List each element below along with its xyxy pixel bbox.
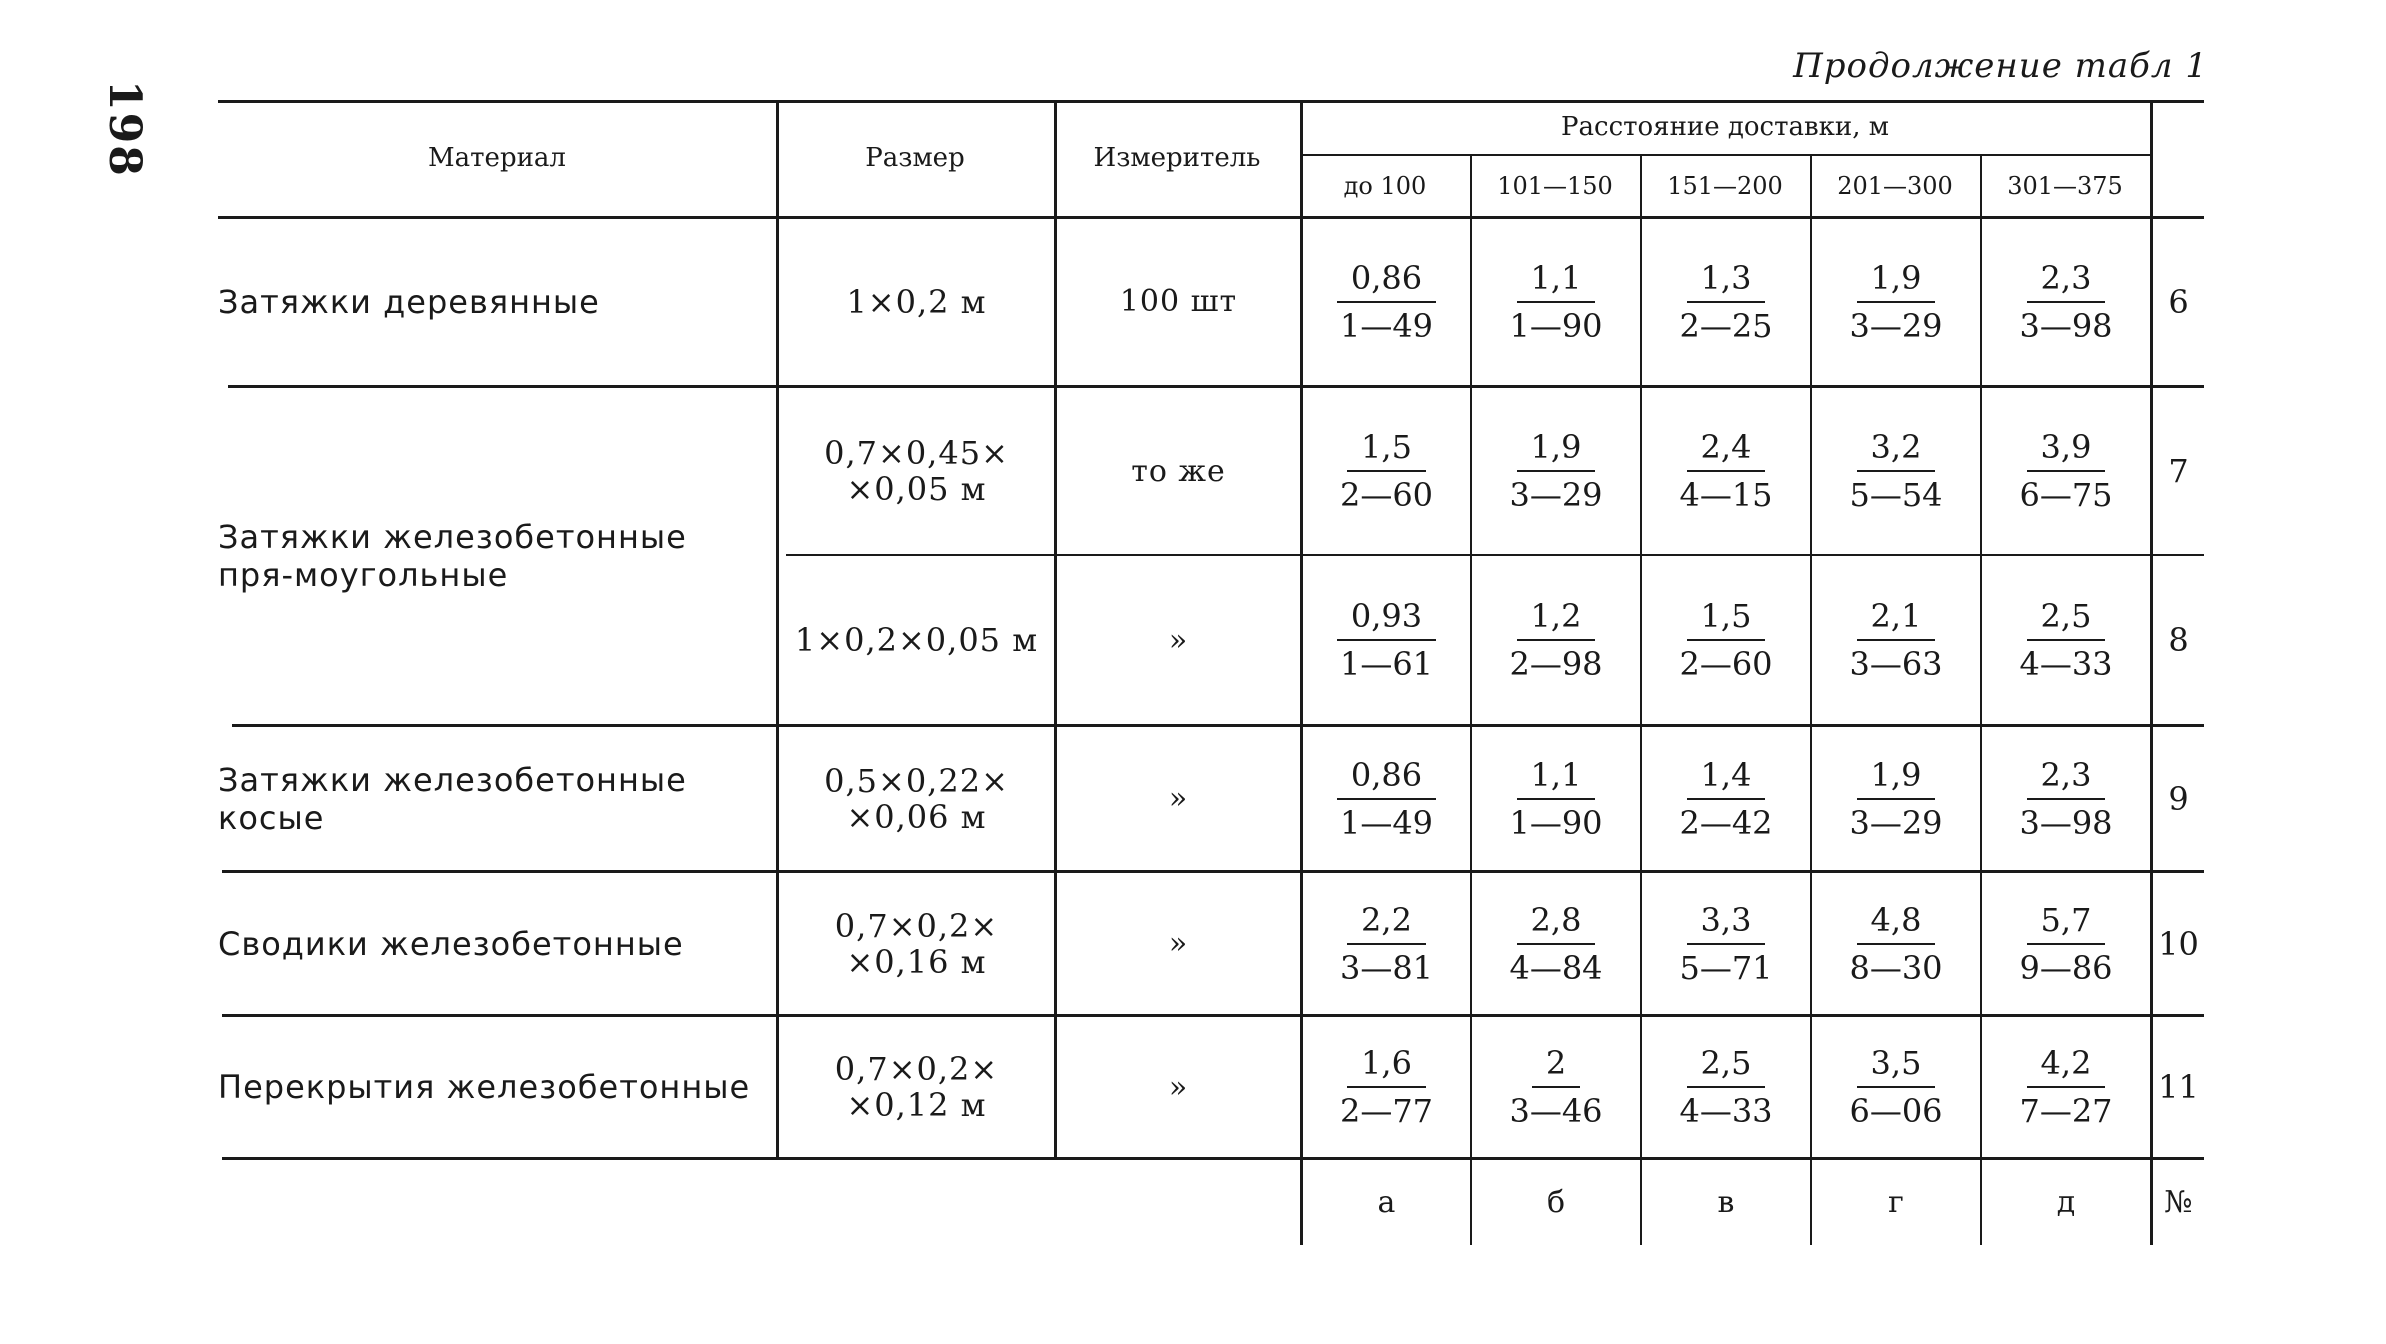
- row-9-unit: »: [1168, 781, 1189, 816]
- row-6-value-a: [1303, 218, 1470, 385]
- row-7-number: 7: [2168, 452, 2189, 490]
- row-7-size: 0,7×0,45× ×0,05 м: [824, 434, 1009, 508]
- fraction-denominator: 1—90: [1509, 803, 1603, 842]
- fraction-numerator: 0,93: [1337, 599, 1436, 641]
- row-8-value-a: [1303, 556, 1470, 724]
- fraction-numerator: 2,3: [2027, 261, 2106, 303]
- row-8-value-c: [1642, 556, 1810, 724]
- fraction-denominator: 3—98: [2019, 306, 2113, 345]
- fraction-numerator: 0,86: [1337, 758, 1436, 800]
- footer-letter-e: д: [2056, 1185, 2076, 1220]
- row-6-number: 6: [2168, 282, 2189, 321]
- row-10-value-a: [1303, 873, 1470, 1014]
- row-6-value-c: [1642, 218, 1810, 385]
- row-9-value-b: [1472, 727, 1640, 870]
- row-11-value-c: [1642, 1017, 1810, 1157]
- fraction-denominator: 4—33: [2019, 645, 2113, 683]
- fraction-numerator: 3,3: [1687, 903, 1766, 945]
- footer-letter-b: б: [1546, 1185, 1566, 1220]
- fraction-denominator: 8—30: [1849, 948, 1943, 987]
- row-7-value-a: [1303, 388, 1470, 554]
- row-8-value-d: [1812, 556, 1980, 724]
- fraction-numerator: 1,4: [1687, 758, 1766, 800]
- fraction-numerator: 1,1: [1517, 758, 1596, 800]
- row-6-size: 1×0,2 м: [846, 282, 987, 321]
- header-range-1: до 100: [1343, 172, 1427, 200]
- header-material: Материал: [428, 143, 566, 173]
- row-11-value-b: [1472, 1017, 1640, 1157]
- row-9-value-d: [1812, 727, 1980, 870]
- fraction-denominator: 7—27: [2019, 1092, 2113, 1130]
- row-11-number: 11: [2158, 1068, 2199, 1106]
- row-10-unit: »: [1168, 926, 1189, 961]
- row-9-value-a: [1303, 727, 1470, 870]
- fraction-numerator: 1,2: [1517, 599, 1596, 641]
- row-8-unit: »: [1168, 622, 1189, 658]
- footer-letter-c: в: [1717, 1185, 1735, 1220]
- fraction-denominator: 6—75: [2019, 476, 2113, 514]
- header-range-4: 201—300: [1837, 172, 1953, 200]
- header-unit: Измеритель: [1093, 143, 1261, 173]
- fraction-denominator: 3—63: [1849, 645, 1943, 683]
- fraction-denominator: 2—60: [1339, 476, 1434, 514]
- page-number: 198: [99, 80, 150, 178]
- table-continuation-caption: Продолжение табл 1: [1793, 46, 2208, 86]
- fraction-numerator: 2: [1532, 1046, 1580, 1088]
- row-10-size: 0,7×0,2× ×0,16 м: [834, 906, 999, 981]
- fraction-denominator: 3—98: [2019, 803, 2113, 842]
- row-8-size: 1×0,2×0,05 м: [794, 621, 1039, 659]
- fraction-denominator: 4—84: [1509, 948, 1603, 987]
- row-11-unit: »: [1168, 1069, 1189, 1105]
- row-9-value-c: [1642, 727, 1810, 870]
- fraction-numerator: 2,5: [2027, 599, 2106, 641]
- fraction-numerator: 2,1: [1857, 599, 1936, 641]
- fraction-numerator: 2,3: [2027, 758, 2106, 800]
- fraction-denominator: 1—49: [1339, 306, 1434, 345]
- row-6-value-d: [1812, 218, 1980, 385]
- header-size: Размер: [865, 143, 965, 173]
- row-7-value-b: [1472, 388, 1640, 554]
- fraction-denominator: 4—15: [1679, 476, 1773, 514]
- row-11-size: 0,7×0,2× ×0,12 м: [834, 1050, 999, 1124]
- fraction-numerator: 2,4: [1687, 430, 1766, 472]
- row-10-value-b: [1472, 873, 1640, 1014]
- row-9-size: 0,5×0,22× ×0,06 м: [824, 761, 1009, 836]
- fraction-denominator: 3—81: [1339, 948, 1434, 987]
- row-6-value-b: [1472, 218, 1640, 385]
- row-7-material: Затяжки железобетонные пря-моугольные: [218, 518, 687, 594]
- footer-letter-d: г: [1888, 1185, 1904, 1220]
- fraction-denominator: 5—71: [1679, 948, 1773, 987]
- footer-number-label: №: [2164, 1185, 2193, 1220]
- header-range-5: 301—375: [2007, 172, 2123, 200]
- row-10-value-c: [1642, 873, 1810, 1014]
- row-7-value-c: [1642, 388, 1810, 554]
- row-7-value-d: [1812, 388, 1980, 554]
- row-11-value-a: [1303, 1017, 1470, 1157]
- fraction-numerator: 0,86: [1337, 261, 1436, 303]
- row-7-value-e: [1982, 388, 2150, 554]
- fraction-denominator: 3—46: [1509, 1092, 1603, 1130]
- fraction-numerator: 3,9: [2027, 430, 2106, 472]
- row-8-number: 8: [2168, 621, 2189, 659]
- fraction-numerator: 1,5: [1687, 599, 1766, 641]
- fraction-numerator: 2,2: [1347, 903, 1426, 945]
- row-7-unit: то же: [1131, 453, 1226, 489]
- fraction-denominator: 3—29: [1849, 306, 1943, 345]
- row-10-number: 10: [2158, 924, 2199, 963]
- row-11-value-e: [1982, 1017, 2150, 1157]
- fraction-denominator: 2—25: [1679, 306, 1773, 345]
- row-6-material: Затяжки деревянные: [218, 282, 600, 321]
- row-10-value-e: [1982, 873, 2150, 1014]
- fraction-denominator: 1—49: [1339, 803, 1434, 842]
- fraction-numerator: 1,6: [1347, 1046, 1426, 1088]
- row-8-value-e: [1982, 556, 2150, 724]
- fraction-numerator: 1,3: [1687, 261, 1766, 303]
- fraction-denominator: 1—90: [1509, 306, 1603, 345]
- row-9-material: Затяжки железобетонные косые: [218, 760, 687, 837]
- header-range-2: 101—150: [1497, 172, 1613, 200]
- fraction-numerator: 4,2: [2027, 1046, 2106, 1088]
- fraction-denominator: 5—54: [1849, 476, 1943, 514]
- header-distance: Расстояние доставки, м: [1561, 112, 1889, 142]
- fraction-denominator: 2—77: [1339, 1092, 1434, 1130]
- footer-letter-a: а: [1377, 1185, 1396, 1220]
- fraction-denominator: 2—42: [1679, 803, 1773, 842]
- data-table: [218, 100, 2204, 1245]
- fraction-numerator: 1,9: [1857, 758, 1936, 800]
- fraction-numerator: 1,1: [1517, 261, 1596, 303]
- fraction-numerator: 1,5: [1347, 430, 1426, 472]
- fraction-denominator: 9—86: [2019, 948, 2113, 987]
- row-9-value-e: [1982, 727, 2150, 870]
- fraction-denominator: 2—98: [1509, 645, 1603, 683]
- fraction-numerator: 2,5: [1687, 1046, 1766, 1088]
- fraction-denominator: 3—29: [1509, 476, 1603, 514]
- fraction-numerator: 3,2: [1857, 430, 1936, 472]
- fraction-numerator: 3,5: [1857, 1046, 1936, 1088]
- row-10-material: Сводики железобетонные: [218, 924, 684, 963]
- fraction-numerator: 2,8: [1517, 903, 1596, 945]
- fraction-denominator: 3—29: [1849, 803, 1943, 842]
- row-11-material: Перекрытия железобетонные: [218, 1068, 751, 1106]
- fraction-denominator: 6—06: [1849, 1092, 1943, 1130]
- fraction-numerator: 1,9: [1517, 430, 1596, 472]
- fraction-numerator: 5,7: [2027, 903, 2106, 945]
- row-11-value-d: [1812, 1017, 1980, 1157]
- fraction-denominator: 1—61: [1339, 645, 1434, 683]
- row-8-value-b: [1472, 556, 1640, 724]
- row-6-unit: 100 шт: [1119, 284, 1238, 319]
- fraction-denominator: 4—33: [1679, 1092, 1773, 1130]
- fraction-numerator: 4,8: [1857, 903, 1936, 945]
- fraction-denominator: 2—60: [1679, 645, 1773, 683]
- row-10-value-d: [1812, 873, 1980, 1014]
- fraction-numerator: 1,9: [1857, 261, 1936, 303]
- row-9-number: 9: [2168, 779, 2189, 818]
- row-6-value-e: [1982, 218, 2150, 385]
- header-range-3: 151—200: [1667, 172, 1783, 200]
